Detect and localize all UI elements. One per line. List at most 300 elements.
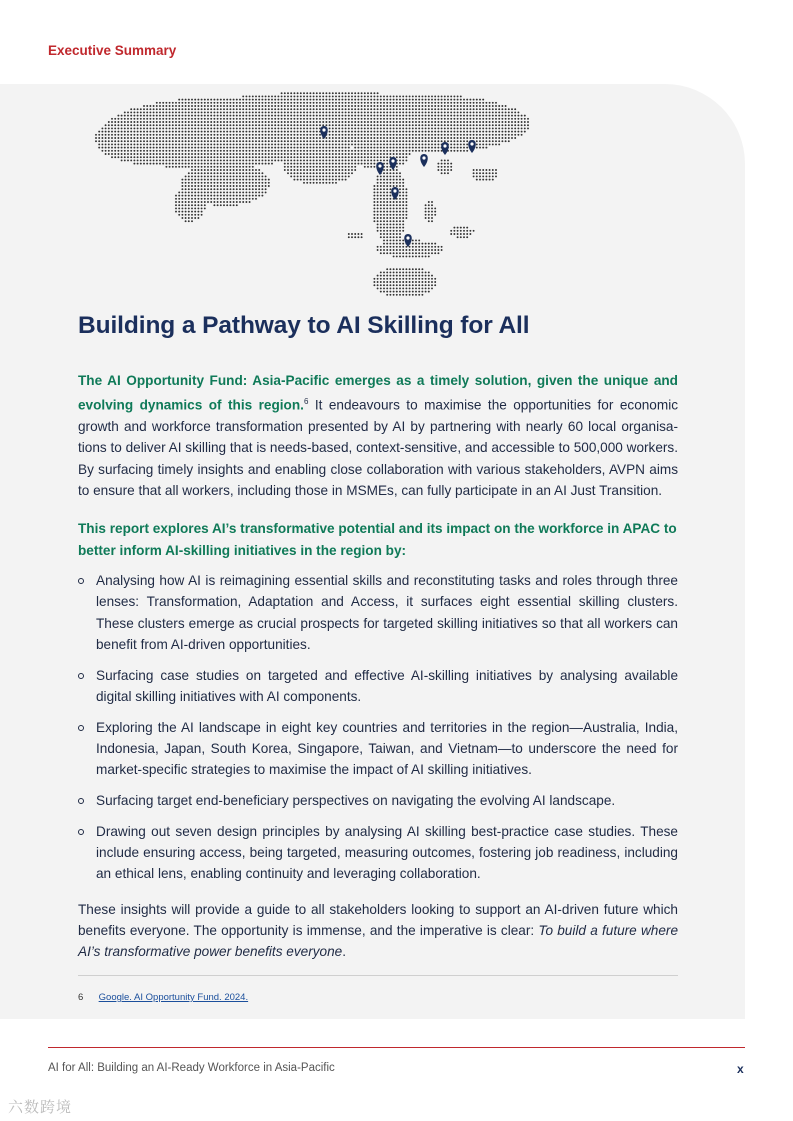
map-dot (361, 115, 363, 117)
map-dot (476, 108, 478, 110)
map-dot (415, 111, 417, 113)
map-dot (162, 150, 164, 152)
map-dot (431, 111, 433, 113)
map-dot (383, 188, 385, 190)
map-dot (444, 159, 446, 161)
main-content (78, 312, 678, 963)
map-dot (380, 105, 382, 107)
map-dot (431, 220, 433, 222)
bullet-list (78, 570, 678, 885)
map-dot (492, 102, 494, 104)
map-dot (297, 163, 299, 165)
map-dot (380, 95, 382, 97)
map-dot (399, 102, 401, 104)
map-dot (409, 134, 411, 136)
map-dot (402, 243, 404, 245)
map-dot (386, 143, 388, 145)
map-dot (114, 140, 116, 142)
map-dot (229, 195, 231, 197)
map-dot (220, 115, 222, 117)
map-dot (210, 134, 212, 136)
map-dot (252, 102, 254, 104)
map-dot (476, 172, 478, 174)
map-dot (300, 143, 302, 145)
map-dot (300, 147, 302, 149)
map-dot (258, 115, 260, 117)
map-dot (373, 214, 375, 216)
map-dot (258, 99, 260, 101)
map-dot (130, 124, 132, 126)
map-dot (130, 159, 132, 161)
map-dot (309, 131, 311, 133)
map-dot (130, 115, 132, 117)
map-dot (258, 179, 260, 181)
map-dot (348, 169, 350, 171)
map-dot (421, 252, 423, 254)
map-dot (425, 287, 427, 289)
map-dot (482, 118, 484, 120)
map-dot (338, 147, 340, 149)
map-dot (229, 127, 231, 129)
map-dot (341, 153, 343, 155)
map-dot (425, 134, 427, 136)
map-dot (265, 102, 267, 104)
map-dot (207, 124, 209, 126)
map-dot (348, 166, 350, 168)
map-dot (457, 124, 459, 126)
map-dot (226, 166, 228, 168)
map-dot (386, 169, 388, 171)
map-dot (210, 131, 212, 133)
map-dot (370, 124, 372, 126)
map-dot (258, 105, 260, 107)
map-dot (460, 227, 462, 229)
map-dot (252, 105, 254, 107)
map-dot (351, 153, 353, 155)
map-dot (297, 121, 299, 123)
bullet-icon (78, 673, 84, 679)
map-dot (165, 127, 167, 129)
map-dot (409, 99, 411, 101)
map-dot (373, 217, 375, 219)
map-dot (229, 169, 231, 171)
map-dot (389, 236, 391, 238)
map-dot (351, 134, 353, 136)
map-dot (149, 137, 151, 139)
map-dot (389, 102, 391, 104)
map-dot (165, 115, 167, 117)
map-dot (364, 124, 366, 126)
map-dot (287, 111, 289, 113)
map-dot (95, 137, 97, 139)
map-dot (383, 214, 385, 216)
map-dot (482, 143, 484, 145)
map-dot (396, 131, 398, 133)
map-dot (409, 95, 411, 97)
map-dot (383, 99, 385, 101)
map-dot (389, 191, 391, 193)
map-dot (207, 121, 209, 123)
map-dot (415, 124, 417, 126)
map-dot (351, 99, 353, 101)
map-dot (201, 207, 203, 209)
map-dot (434, 211, 436, 213)
map-dot (236, 105, 238, 107)
map-dot (178, 204, 180, 206)
map-dot (329, 175, 331, 177)
map-dot (383, 195, 385, 197)
map-dot (460, 111, 462, 113)
map-dot (399, 121, 401, 123)
map-dot (482, 147, 484, 149)
map-dot (233, 163, 235, 165)
map-dot (156, 115, 158, 117)
map-dot (319, 105, 321, 107)
map-dot (325, 102, 327, 104)
map-dot (207, 185, 209, 187)
map-dot (383, 150, 385, 152)
map-dot (133, 156, 135, 158)
map-dot (386, 185, 388, 187)
map-dot (428, 124, 430, 126)
map-dot (338, 159, 340, 161)
map-dot (133, 147, 135, 149)
map-dot (441, 95, 443, 97)
map-dot (498, 131, 500, 133)
map-dot (101, 140, 103, 142)
map-dot (201, 191, 203, 193)
map-dot (393, 236, 395, 238)
map-dot (313, 159, 315, 161)
map-dot (402, 182, 404, 184)
map-dot (405, 147, 407, 149)
footnote-link[interactable]: Google. AI Opportunity Fund. 2024. (98, 992, 249, 1003)
map-dot (185, 115, 187, 117)
map-dot (316, 140, 318, 142)
map-dot (338, 163, 340, 165)
map-dot (220, 111, 222, 113)
map-dot (217, 118, 219, 120)
map-dot (332, 102, 334, 104)
map-dot (236, 159, 238, 161)
map-dot (313, 111, 315, 113)
map-dot (293, 111, 295, 113)
map-dot (402, 223, 404, 225)
map-dot (284, 137, 286, 139)
map-dot (495, 124, 497, 126)
map-dot (290, 127, 292, 129)
map-dot (287, 147, 289, 149)
map-dot (274, 134, 276, 136)
map-dot (133, 131, 135, 133)
map-dot (405, 268, 407, 270)
map-dot (370, 108, 372, 110)
map-dot (325, 172, 327, 174)
map-dot (428, 95, 430, 97)
map-dot (428, 287, 430, 289)
map-dot (495, 108, 497, 110)
map-dot (290, 121, 292, 123)
map-dot (405, 140, 407, 142)
map-dot (297, 124, 299, 126)
map-dot (300, 140, 302, 142)
map-dot (133, 108, 135, 110)
map-dot (127, 137, 129, 139)
map-dot (156, 124, 158, 126)
map-dot (197, 211, 199, 213)
location-pin-icon (391, 187, 399, 200)
map-dot (425, 131, 427, 133)
map-dot (354, 115, 356, 117)
map-dot (396, 201, 398, 203)
map-dot (361, 131, 363, 133)
map-dot (351, 163, 353, 165)
map-dot (412, 255, 414, 257)
map-dot (297, 147, 299, 149)
map-dot (319, 111, 321, 113)
map-dot (143, 105, 145, 107)
map-dot (277, 137, 279, 139)
map-dot (329, 182, 331, 184)
map-dot (389, 249, 391, 251)
map-dot (386, 153, 388, 155)
map-dot (213, 102, 215, 104)
map-dot (274, 143, 276, 145)
map-dot (383, 118, 385, 120)
map-dot (450, 169, 452, 171)
map-dot (489, 140, 491, 142)
map-dot (140, 121, 142, 123)
map-dot (245, 198, 247, 200)
map-dot (130, 121, 132, 123)
map-dot (341, 118, 343, 120)
map-dot (341, 111, 343, 113)
map-dot (153, 121, 155, 123)
map-dot (373, 220, 375, 222)
map-dot (373, 115, 375, 117)
map-dot (159, 111, 161, 113)
map-dot (396, 204, 398, 206)
map-dot (258, 195, 260, 197)
map-dot (498, 105, 500, 107)
map-dot (476, 102, 478, 104)
map-dot (405, 134, 407, 136)
map-dot (396, 252, 398, 254)
map-dot (252, 188, 254, 190)
map-dot (492, 143, 494, 145)
map-dot (165, 111, 167, 113)
map-dot (415, 281, 417, 283)
map-dot (418, 99, 420, 101)
map-dot (389, 140, 391, 142)
map-dot (146, 124, 148, 126)
map-dot (338, 131, 340, 133)
map-dot (258, 185, 260, 187)
map-dot (492, 172, 494, 174)
map-dot (233, 204, 235, 206)
map-dot (418, 287, 420, 289)
map-dot (287, 159, 289, 161)
map-dot (252, 134, 254, 136)
map-dot (303, 137, 305, 139)
map-dot (229, 172, 231, 174)
map-dot (380, 230, 382, 232)
map-dot (338, 105, 340, 107)
map-dot (450, 143, 452, 145)
map-dot (383, 291, 385, 293)
map-dot (133, 111, 135, 113)
map-dot (210, 169, 212, 171)
map-dot (521, 124, 523, 126)
map-dot (469, 131, 471, 133)
map-dot (425, 140, 427, 142)
map-dot (402, 268, 404, 270)
map-dot (421, 281, 423, 283)
map-dot (105, 134, 107, 136)
map-dot (268, 140, 270, 142)
map-dot (169, 115, 171, 117)
map-dot (258, 163, 260, 165)
map-dot (348, 156, 350, 158)
map-dot (268, 163, 270, 165)
map-dot (309, 137, 311, 139)
map-dot (159, 140, 161, 142)
map-dot (127, 131, 129, 133)
map-dot (114, 124, 116, 126)
map-dot (252, 111, 254, 113)
map-dot (329, 115, 331, 117)
map-dot (143, 137, 145, 139)
map-dot (405, 201, 407, 203)
map-dot (341, 156, 343, 158)
map-dot (153, 105, 155, 107)
map-dot (268, 179, 270, 181)
map-dot (389, 175, 391, 177)
map-dot (389, 198, 391, 200)
map-dot (345, 127, 347, 129)
map-dot (447, 105, 449, 107)
map-dot (393, 246, 395, 248)
map-dot (444, 115, 446, 117)
map-dot (415, 143, 417, 145)
map-dot (425, 207, 427, 209)
map-dot (255, 118, 257, 120)
map-dot (396, 124, 398, 126)
map-dot (127, 147, 129, 149)
map-dot (143, 147, 145, 149)
map-dot (335, 121, 337, 123)
map-dot (380, 153, 382, 155)
map-dot (217, 115, 219, 117)
map-dot (245, 179, 247, 181)
map-dot (428, 99, 430, 101)
map-dot (361, 118, 363, 120)
map-dot (271, 156, 273, 158)
map-dot (377, 137, 379, 139)
map-dot (383, 278, 385, 280)
map-dot (233, 153, 235, 155)
map-dot (197, 204, 199, 206)
map-dot (332, 105, 334, 107)
map-dot (418, 294, 420, 296)
map-dot (249, 111, 251, 113)
map-dot (341, 92, 343, 94)
map-dot (354, 233, 356, 235)
map-dot (114, 127, 116, 129)
map-dot (319, 172, 321, 174)
map-dot (191, 156, 193, 158)
map-dot (316, 105, 318, 107)
map-dot (322, 159, 324, 161)
map-dot (242, 195, 244, 197)
map-dot (332, 175, 334, 177)
map-dot (255, 143, 257, 145)
map-dot (418, 131, 420, 133)
map-dot (185, 217, 187, 219)
map-dot (460, 143, 462, 145)
map-dot (357, 143, 359, 145)
map-dot (380, 246, 382, 248)
map-dot (402, 179, 404, 181)
map-dot (271, 143, 273, 145)
map-dot (281, 127, 283, 129)
map-dot (169, 108, 171, 110)
map-dot (223, 201, 225, 203)
map-dot (441, 166, 443, 168)
location-pin-icon (468, 140, 476, 153)
map-dot (185, 137, 187, 139)
map-dot (258, 182, 260, 184)
map-dot (220, 156, 222, 158)
map-dot (373, 207, 375, 209)
map-dot (169, 111, 171, 113)
map-dot (485, 179, 487, 181)
map-dot (271, 118, 273, 120)
map-dot (380, 204, 382, 206)
map-dot (249, 131, 251, 133)
map-dot (313, 182, 315, 184)
map-dot (316, 134, 318, 136)
map-dot (185, 188, 187, 190)
map-dot (98, 147, 100, 149)
map-dot (149, 118, 151, 120)
map-dot (393, 111, 395, 113)
map-dot (213, 195, 215, 197)
map-dot (402, 214, 404, 216)
map-dot (412, 150, 414, 152)
map-dot (271, 111, 273, 113)
map-dot (421, 291, 423, 293)
map-dot (405, 159, 407, 161)
map-dot (453, 105, 455, 107)
map-dot (217, 201, 219, 203)
map-dot (521, 118, 523, 120)
map-dot (463, 115, 465, 117)
map-dot (127, 143, 129, 145)
map-dot (380, 127, 382, 129)
map-dot (133, 163, 135, 165)
map-dot (309, 95, 311, 97)
map-dot (396, 207, 398, 209)
map-dot (511, 131, 513, 133)
map-dot (204, 195, 206, 197)
map-dot (223, 143, 225, 145)
map-dot (425, 150, 427, 152)
map-dot (220, 191, 222, 193)
map-dot (197, 131, 199, 133)
map-dot (191, 179, 193, 181)
map-dot (130, 156, 132, 158)
